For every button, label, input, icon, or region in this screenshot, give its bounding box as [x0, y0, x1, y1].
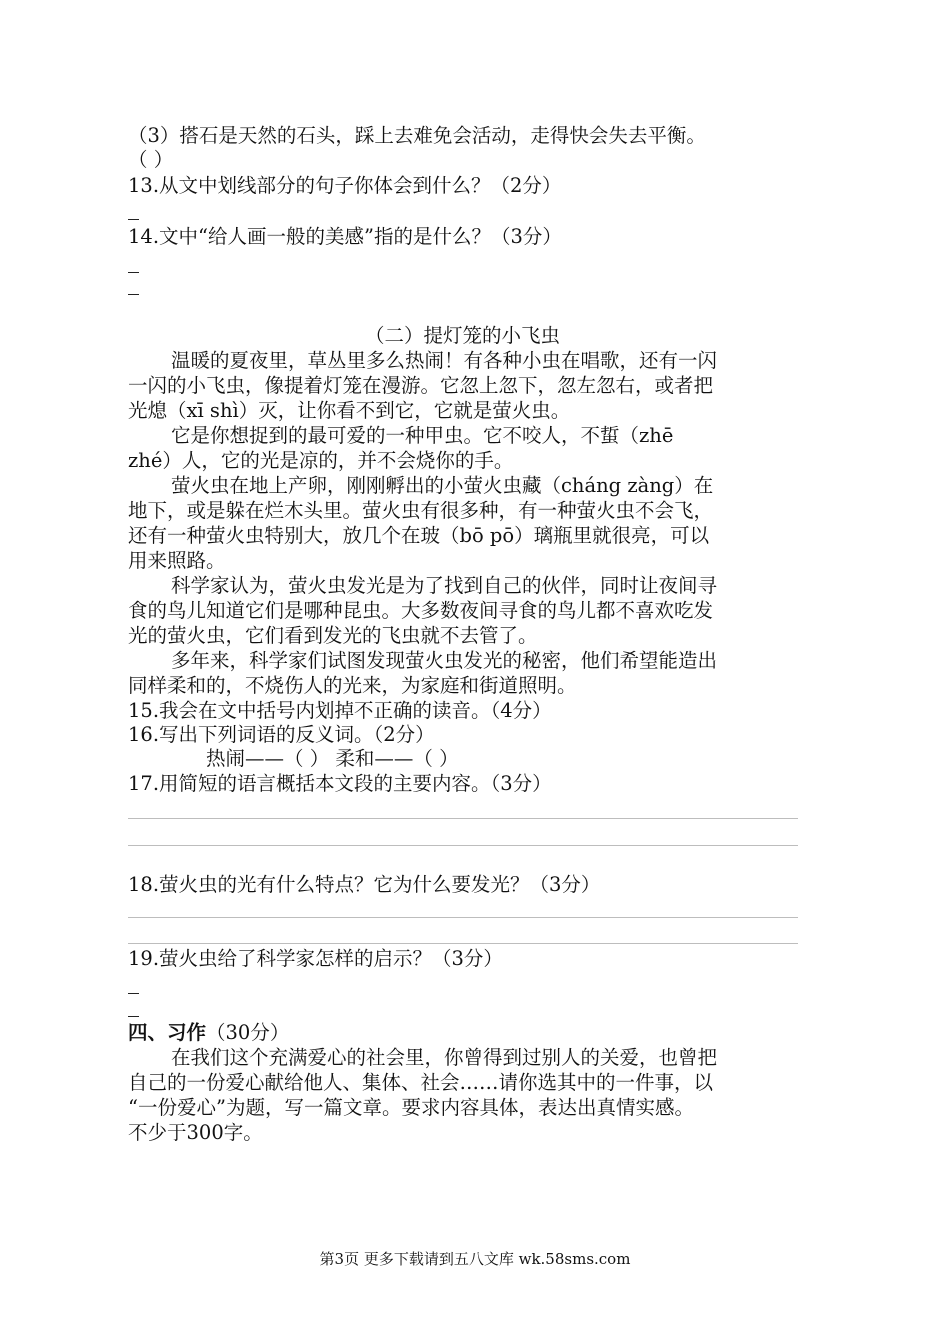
- answer-blank: [128, 219, 139, 220]
- question-16-words: 热闹——（ ） 柔和——（ ）: [206, 747, 459, 770]
- paragraph-line: 科学家认为，萤火虫发光是为了找到自己的伙伴，同时让夜间寻: [171, 574, 718, 597]
- paragraph-line: 它是你想捉到的最可爱的一种甲虫。它不咬人，不蜇（zhē: [171, 424, 674, 447]
- paragraph-line: 光的萤火虫，它们看到发光的飞虫就不去管了。: [128, 624, 538, 647]
- question-15: 15.我会在文中括号内划掉不正确的读音。（4分）: [128, 699, 552, 722]
- answer-line: [128, 845, 798, 846]
- question-17: 17.用简短的语言概括本文段的主要内容。（3分）: [128, 772, 552, 795]
- paragraph-line: zhé）人，它的光是凉的，并不会烧你的手。: [128, 449, 514, 472]
- answer-line: [128, 917, 798, 918]
- paragraph-line: 温暖的夏夜里，草丛里多么热闹！有各种小虫在唱歌，还有一闪: [171, 349, 718, 372]
- question-13: 13.从文中划线部分的句子你体会到什么？（2分）: [128, 174, 562, 197]
- question-19: 19.萤火虫给了科学家怎样的启示？（3分）: [128, 947, 503, 970]
- answer-blank: [128, 294, 139, 295]
- question-14: 14.文中“给人画一般的美感”指的是什么？（3分）: [128, 225, 562, 248]
- paragraph-line: 用来照路。: [128, 549, 226, 572]
- answer-blank: [128, 1016, 139, 1017]
- section-4-heading: [128, 1021, 289, 1045]
- essay-prompt-line: 在我们这个充满爱心的社会里，你曾得到过别人的关爱，也曾把: [171, 1046, 718, 1069]
- line-1: （3）搭石是天然的石头，踩上去难免会活动，走得快会失去平衡。: [128, 124, 706, 147]
- essay-prompt-line: “一份爱心”为题，写一篇文章。要求内容具体，表达出真情实感。: [128, 1096, 694, 1119]
- section-title: （二）提灯笼的小飞虫: [365, 324, 561, 347]
- paragraph-line: 地下，或是躲在烂木头里。萤火虫有很多种，有一种萤火虫不会飞，: [128, 499, 714, 522]
- answer-line: [128, 943, 798, 944]
- answer-line: [128, 818, 798, 819]
- paragraph-line: 一闪的小飞虫，像提着灯笼在漫游。它忽上忽下，忽左忽右，或者把: [128, 374, 714, 397]
- answer-bracket: （ ）: [128, 148, 174, 171]
- page-footer: 第3页 更多下载请到五八文库 wk.58sms.com: [319, 1250, 631, 1268]
- answer-blank: [128, 272, 139, 273]
- paragraph-line: 萤火虫在地上产卵，刚刚孵出的小萤火虫藏（cháng zàng）在: [171, 474, 714, 497]
- question-16: 16.写出下列词语的反义词。（2分）: [128, 723, 435, 746]
- section-4-title: 四、习作: [128, 1021, 207, 1044]
- paragraph-line: 光熄（xī shì）灭，让你看不到它，它就是萤火虫。: [128, 399, 571, 422]
- paragraph-line: 食的鸟儿知道它们是哪种昆虫。大多数夜间寻食的鸟儿都不喜欢吃发: [128, 599, 714, 622]
- section-4-score: （30分）: [206, 1021, 290, 1044]
- paragraph-line: 同样柔和的，不烧伤人的光来，为家庭和街道照明。: [128, 674, 577, 697]
- paragraph-line: 还有一种萤火虫特别大，放几个在玻（bō pō）璃瓶里就很亮，可以: [128, 524, 710, 547]
- essay-prompt-line: 不少于300字。: [128, 1121, 263, 1144]
- paragraph-line: 多年来，科学家们试图发现萤火虫发光的秘密，他们希望能造出: [171, 649, 718, 672]
- answer-blank: [128, 993, 139, 994]
- essay-prompt-line: 自己的一份爱心献给他人、集体、社会……请你选其中的一件事，以: [128, 1071, 714, 1094]
- question-18: 18.萤火虫的光有什么特点？它为什么要发光？（3分）: [128, 873, 601, 896]
